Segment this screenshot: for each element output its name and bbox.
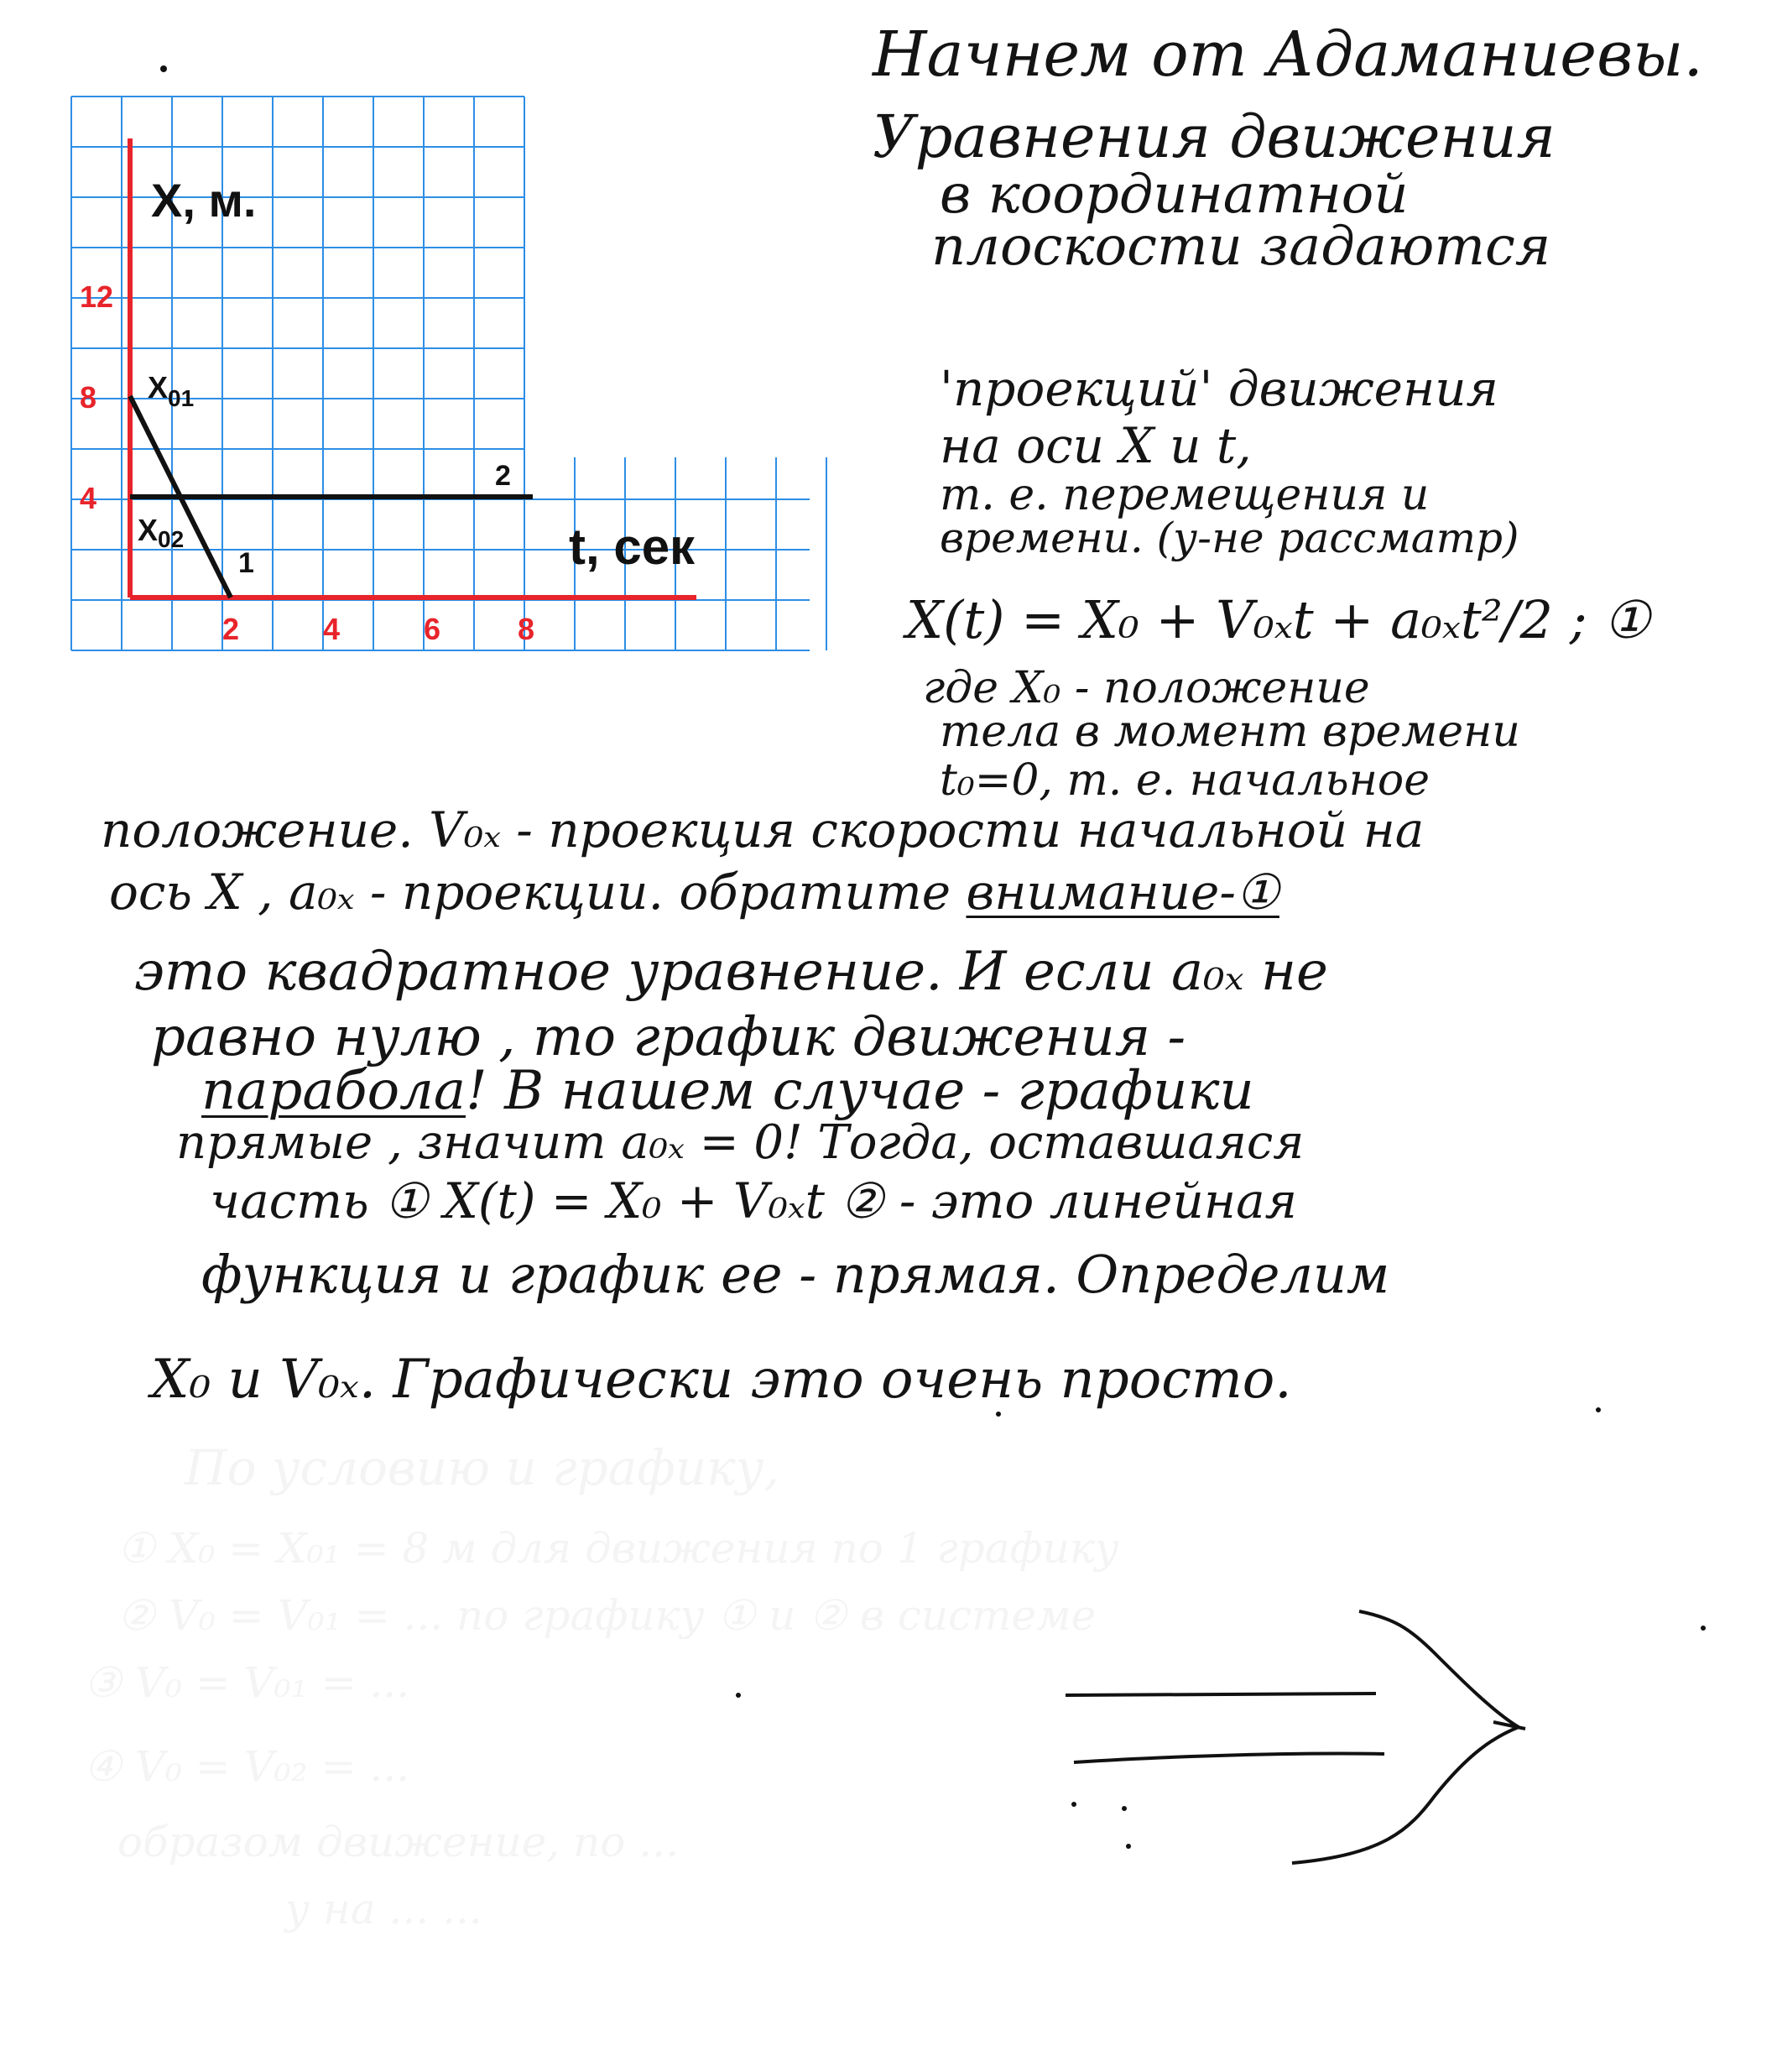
ink-dot [1596, 1407, 1601, 1412]
x-tick-label: 4 [323, 612, 341, 646]
ink-dot [160, 65, 167, 72]
ink-dot [1126, 1844, 1131, 1849]
x01-label-sub: 01 [168, 385, 195, 411]
ink-dot [1071, 1802, 1076, 1807]
x02-label-main: X [138, 513, 159, 547]
equation-2-line: часть ① X(t) = X₀ + V₀ₓt ② - это линейная [210, 1172, 1298, 1229]
body-line-4: равно нулю , то график движения - [151, 1006, 1186, 1068]
right-line-6: на оси X и t, [940, 417, 1252, 474]
body-line-5: ! В нашем случае - графики [466, 1060, 1254, 1122]
x-tick-label: 6 [424, 612, 441, 646]
right-line-5: 'проекций' движения [940, 360, 1498, 417]
y-axis-label: X, м. [151, 174, 257, 227]
y-tick-label: 4 [80, 481, 97, 515]
x02-label-sub: 02 [158, 526, 185, 552]
x-axis-label: t, сек [569, 519, 696, 575]
x-tick-label: 2 [222, 612, 240, 646]
right-line-7: т. е. перемещения и [940, 470, 1430, 520]
y-tick-label: 8 [80, 380, 97, 415]
line-1-label: 1 [238, 547, 254, 579]
body-line-8: функция и график ее - прямая. Определим [201, 1244, 1390, 1305]
ink-dot [1701, 1626, 1706, 1631]
faint-line-1: По условию и графику, [185, 1439, 779, 1496]
right-line-4: плоскости задаются [931, 216, 1551, 278]
right-line-8: времени. (у-не рассматр) [940, 514, 1519, 562]
faint-line-3: ② V₀ = V₀₁ = ... по графику ① и ② в системе [117, 1591, 1097, 1640]
right-line-10: где X₀ - положение [923, 663, 1370, 713]
right-line-3: в координатной [940, 164, 1409, 226]
equation-1: X(t) = X₀ + V₀ₓt + a₀ₓt²/2 ; ① [906, 589, 1650, 650]
faint-line-7: у на ... ... [285, 1885, 482, 1934]
faint-line-6: образом движение, по ... [117, 1818, 679, 1866]
ink-dot [1122, 1806, 1127, 1811]
body-line-2: ось X , a₀ₓ - проекции. обратите [109, 864, 951, 921]
body-line-9: X₀ и V₀ₓ. Графически это очень просто. [151, 1349, 1292, 1411]
right-line-12: t₀=0, т. е. начальное [940, 755, 1430, 806]
faint-line-2: ① X₀ = X₀₁ = 8 м для движения по 1 графику [117, 1524, 1119, 1573]
y-tick-label: 12 [80, 279, 114, 314]
x-tick-label: 8 [518, 612, 535, 646]
attention-underlined: внимание-① [966, 864, 1279, 921]
right-line-2: Уравнения движения [873, 102, 1556, 171]
right-line-11: тела в момент времени [940, 707, 1520, 757]
line-2-label: 2 [495, 460, 511, 492]
ink-dot [736, 1693, 741, 1698]
faint-line-4: ③ V₀ = V₀₁ = ... [84, 1658, 410, 1707]
heading-line: Начнем от Адаманиевы. [873, 18, 1703, 91]
ink-dot [996, 1412, 1001, 1417]
x01-label-main: X [148, 370, 169, 404]
body-line-3: это квадратное уравнение. И если a₀ₓ не [134, 941, 1328, 1003]
parabola-underlined: парабола [201, 1060, 466, 1122]
body-line-6: прямые , значит a₀ₓ = 0! Тогда, оставшаяся [176, 1115, 1305, 1170]
faint-line-5: ④ V₀ = V₀₂ = ... [84, 1742, 410, 1791]
body-line-1: положение. V₀ₓ - проекция скорости начальной на [101, 801, 1425, 859]
